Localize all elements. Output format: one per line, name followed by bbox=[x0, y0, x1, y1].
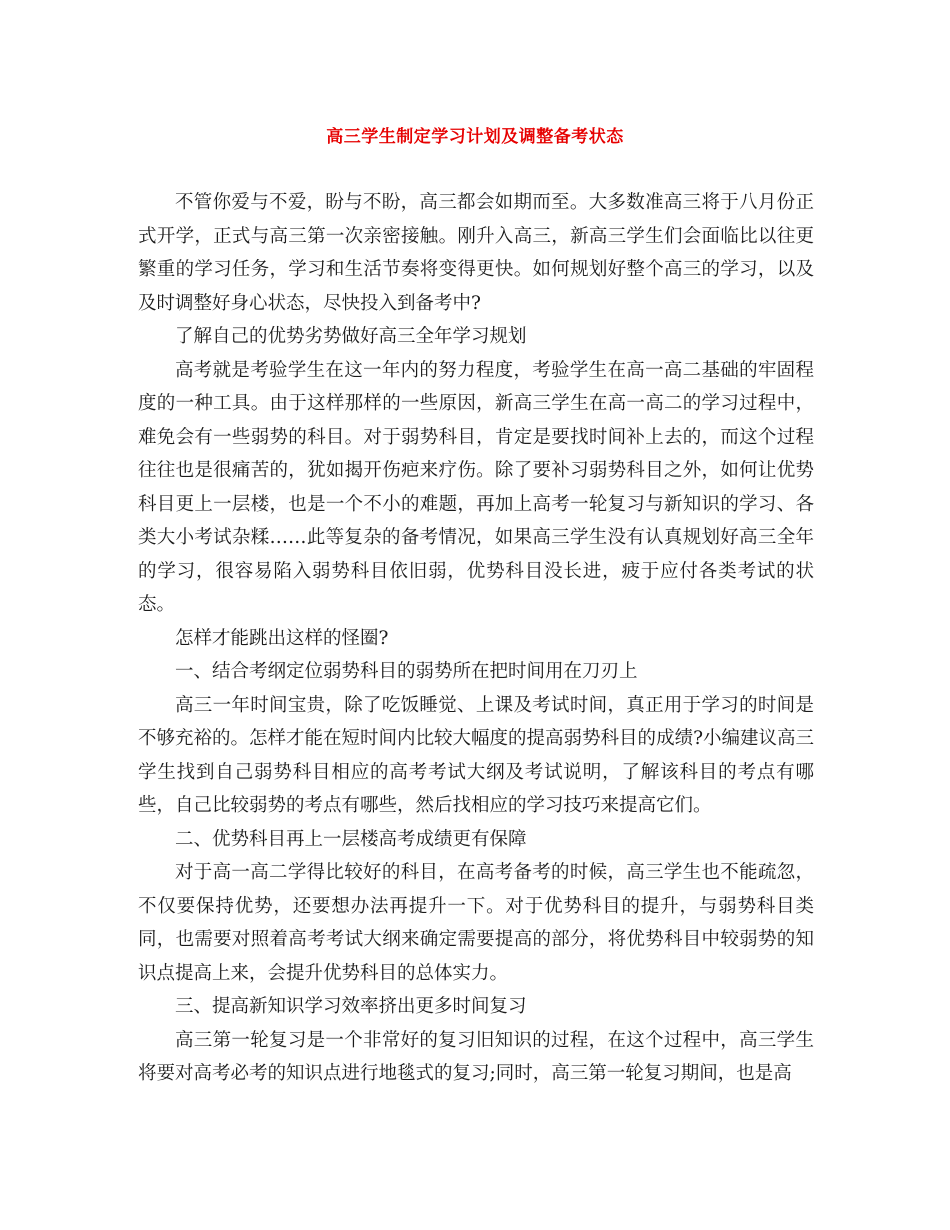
document-title: 高三学生制定学习计划及调整备考状态 bbox=[326, 127, 624, 147]
paragraph-heading-plan: 了解自己的优势劣势做好高三全年学习规划 bbox=[175, 326, 527, 347]
paragraph-heading-1: 一、结合考纲定位弱势科目的弱势所在把时间用在刀刃上 bbox=[175, 661, 638, 682]
paragraph-intro: 不管你爱与不爱，盼与不盼，高三都会如期而至。大多数准高三将于八月份正式开学，正式与高三第一次亲密接触。刚升入高三，新高三学生们会面临比以往更繁重的学习任务，学习和生活节奏将变得更快。如何规划好整个高三的学习，以及及时调整好身心状态，尽快投入到备考中? bbox=[138, 192, 814, 314]
paragraph-heading-3: 三、提高新知识学习效率挤出更多时间复习 bbox=[175, 996, 527, 1017]
document-body bbox=[138, 186, 814, 1091]
paragraph-weak-subjects: 高三一年时间宝贵，除了吃饭睡觉、上课及考试时间，真正用于学习的时间是不够充裕的。怎样才能在短时间内比较大幅度的提高弱势科目的成绩?小编建议高三学生找到自己弱势科目相应的高考考试大纲及考试说明，了解该科目的考点有哪些，自己比较弱势的考点有哪些，然后找相应的学习技巧来提高它们。 bbox=[138, 694, 814, 816]
paragraph-exam-tool: 高考就是考验学生在这一年内的努力程度，考验学生在高一高二基础的牢固程度的一种工具。由于这样那样的一些原因，新高三学生在高一高二的学习过程中，难免会有一些弱势的科目。对于弱势科目，肯定是要找时间补上去的，而这个过程往往也是很痛苦的，犹如揭开伤疤来疗伤。除了要补习弱势科目之外，如何让优势科目更上一层楼，也是一个不小的难题，再加上高考一轮复习与新知识的学习、各类大小考试杂糅……此等复杂的备考情况，如果高三学生没有认真规划好高三全年的学习，很容易陷入弱势科目依旧弱，优势科目没长进，疲于应付各类考试的状态。 bbox=[138, 359, 814, 615]
paragraph-heading-2: 二、优势科目再上一层楼高考成绩更有保障 bbox=[175, 828, 527, 850]
paragraph-question: 怎样才能跳出这样的怪圈? bbox=[175, 627, 389, 649]
paragraph-first-review: 高三第一轮复习是一个非常好的复习旧知识的过程，在这个过程中，高三学生将要对高考必考的知识点进行地毯式的复习;同时，高三第一轮复习期间，也是高 bbox=[138, 1029, 814, 1084]
paragraph-strong-subjects: 对于高一高二学得比较好的科目，在高考备考的时候，高三学生也不能疏忽，不仅要保持优势，还要想办法再提升一下。对于优势科目的提升，与弱势科目类同，也需要对照着高考考试大纲来确定需要提高的部分，将优势科目中较弱势的知识点提高上来，会提升优势科目的总体实力。 bbox=[138, 862, 814, 984]
